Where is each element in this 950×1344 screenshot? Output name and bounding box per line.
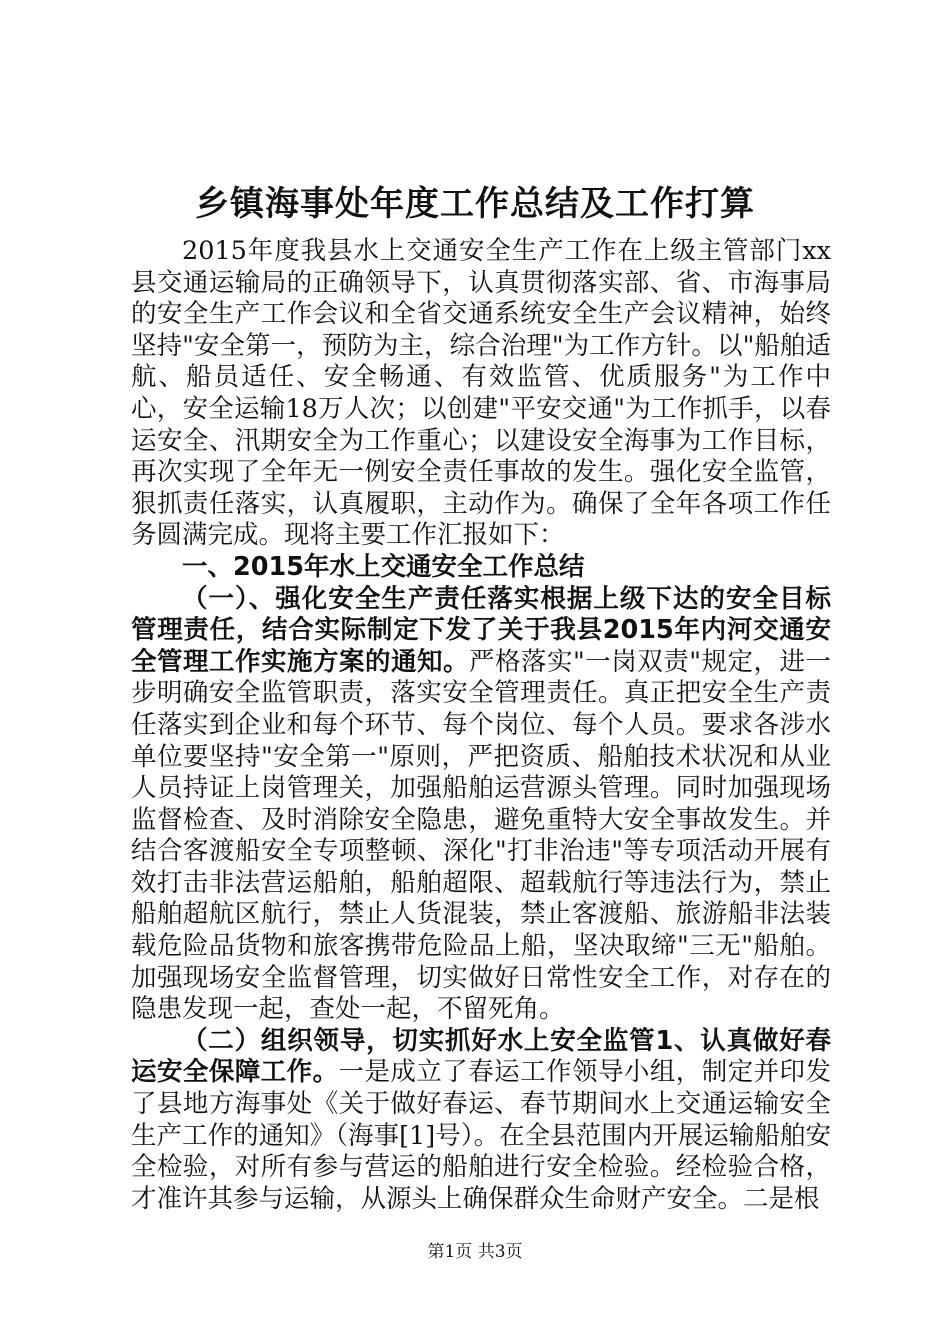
document-title: 乡镇海事处年度工作总结及工作打算	[195, 184, 755, 224]
subsection-2-body: 一是成立了春运工作领导小组，制定并印发了县地方海事处《关于做好春运、春节期间水上交通运输安全生产工作的通知》（海事[1]号）。在全县范围内开展运输船舶安全检验，对所有参与营运的船舶进行安全检验。经检验合格，才准许其参与运输，从源头上确保群众生命财产安全。二是根	[131, 1057, 831, 1214]
subsection-2-heading: （二）组织领导，切实抓好水上安全监管1、认真做好春运安全保障工作。	[131, 1025, 831, 1088]
intro-paragraph: 2015年度我县水上交通安全生产工作在上级主管部门xx县交通运输局的正确领导下，认真贯彻落实部、省、市海事局的安全生产工作会议和全省交通系统安全生产会议精神，始终坚持"安全第一，预防为主，综合治理"为工作方针。以"船舶适航、船员适任、安全畅通、有效监管、优质服务"为工作中心，安全运输18万人次；以创建"平安交通"为工作抓手，以春运安全、汛期安全为工作重心；以建设安全海事为工作目标，再次实现了全年无一例安全责任事故的发生。强化安全监管，狠抓责任落实，认真履职，主动作为。确保了全年各项工作任务圆满完成。现将主要工作汇报如下：	[131, 236, 831, 551]
subsection-1-paragraph	[131, 584, 831, 1026]
subsection-2-paragraph	[131, 1026, 831, 1216]
page-footer: 第1页 共3页	[427, 1242, 523, 1262]
document-body	[131, 236, 831, 1215]
subsection-1-body: 严格落实"一岗双责"规定，进一步明确安全监管职责，落实安全管理责任。真正把安全生产责任落实到企业和每个环节、每个岗位、每个人员。要求各涉水单位要坚持"安全第一"原则，严把资质、船舶技术状况和从业人员持证上岗管理关，加强船舶运营源头管理。同时加强现场监督检查、及时消除安全隐患，避免重特大安全事故发生。并结合客渡船安全专项整顿、深化"打非治违"等专项活动开展有效打击非法营运船舶，船舶超限、超载航行等违法行为，禁止船舶超航区航行，禁止人货混装，禁止客渡船、旅游船非法装载危险品货物和旅客携带危险品上船，坚决取缔"三无"船舶。加强现场安全监督管理，切实做好日常性安全工作，对存在的隐患发现一起，查处一起，不留死角。	[131, 646, 831, 1025]
section-heading: 一、2015年水上交通安全工作总结	[182, 551, 585, 582]
subsection-1-heading: （一）、强化安全生产责任落实根据上级下达的安全目标管理责任，结合实际制定下发了关于我县2015年内河交通安全管理工作实施方案的通知。	[131, 583, 831, 677]
